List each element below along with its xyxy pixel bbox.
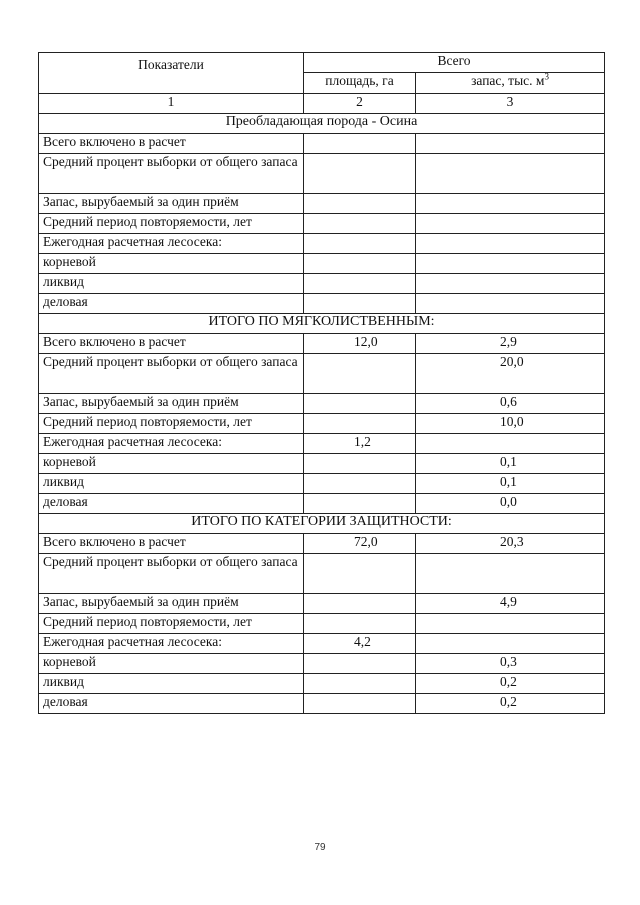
row-area: 72,0 [304, 534, 416, 554]
row-stock [416, 154, 605, 194]
table-row [39, 214, 605, 234]
row-label: ликвид [39, 474, 304, 494]
row-label: Средний процент выборки от общего запаса [39, 154, 304, 194]
row-stock: 20,0 [416, 354, 605, 394]
col-number-1: 1 [39, 94, 304, 114]
table-row [39, 614, 605, 634]
row-area [304, 274, 416, 294]
table-row [39, 434, 605, 454]
row-label: Средний период повторяемости, лет [39, 414, 304, 434]
row-stock: 0,1 [416, 474, 605, 494]
row-stock: 0,0 [416, 494, 605, 514]
row-stock: 10,0 [416, 414, 605, 434]
row-area [304, 354, 416, 394]
row-stock: 0,2 [416, 694, 605, 714]
col-header-indicators: Показатели [39, 53, 304, 94]
row-stock: 0,3 [416, 654, 605, 674]
table-row [39, 254, 605, 274]
table-row [39, 534, 605, 554]
row-label: Всего включено в расчет [39, 334, 304, 354]
table-row [39, 334, 605, 354]
row-area [304, 254, 416, 274]
row-stock [416, 434, 605, 454]
row-area [304, 414, 416, 434]
row-area [304, 394, 416, 414]
row-stock: 2,9 [416, 334, 605, 354]
row-stock [416, 214, 605, 234]
row-area [304, 654, 416, 674]
row-stock [416, 614, 605, 634]
row-label: Средний процент выборки от общего запаса [39, 354, 304, 394]
section-title: Преобладающая порода - Осина [39, 114, 605, 134]
row-stock [416, 134, 605, 154]
page-number: 79 [314, 842, 326, 853]
row-area: 1,2 [304, 434, 416, 454]
row-label: деловая [39, 494, 304, 514]
row-area [304, 554, 416, 594]
row-area [304, 474, 416, 494]
section-title-row [39, 514, 605, 534]
header-row-1 [39, 53, 605, 73]
col-header-stock-sup: 3 [544, 72, 549, 82]
section-title: ИТОГО ПО МЯГКОЛИСТВЕННЫМ: [39, 314, 605, 334]
row-area [304, 494, 416, 514]
table-row [39, 234, 605, 254]
row-area [304, 694, 416, 714]
table-row [39, 594, 605, 614]
row-label: Ежегодная расчетная лесосека: [39, 434, 304, 454]
row-stock: 4,9 [416, 594, 605, 614]
section-title: ИТОГО ПО КАТЕГОРИИ ЗАЩИТНОСТИ: [39, 514, 605, 534]
row-area: 4,2 [304, 634, 416, 654]
col-number-2: 2 [304, 94, 416, 114]
row-stock: 20,3 [416, 534, 605, 554]
table-row [39, 394, 605, 414]
table-row [39, 654, 605, 674]
table-row [39, 554, 605, 594]
table-row [39, 414, 605, 434]
row-stock: 0,1 [416, 454, 605, 474]
table-row [39, 674, 605, 694]
row-stock [416, 634, 605, 654]
table-row [39, 194, 605, 214]
row-area [304, 134, 416, 154]
table-row [39, 294, 605, 314]
row-area [304, 454, 416, 474]
row-label: Средний период повторяемости, лет [39, 614, 304, 634]
row-stock [416, 274, 605, 294]
section-title-row [39, 314, 605, 334]
row-label: Всего включено в расчет [39, 134, 304, 154]
row-label: Запас, вырубаемый за один приём [39, 594, 304, 614]
row-stock [416, 194, 605, 214]
row-label: корневой [39, 654, 304, 674]
row-label: ликвид [39, 274, 304, 294]
col-header-total: Всего [304, 53, 605, 73]
row-label: Запас, вырубаемый за один приём [39, 394, 304, 414]
table-row [39, 134, 605, 154]
forest-harvest-table [38, 52, 605, 714]
table-row [39, 494, 605, 514]
column-number-row [39, 94, 605, 114]
row-area: 12,0 [304, 334, 416, 354]
row-stock [416, 234, 605, 254]
row-label: деловая [39, 294, 304, 314]
col-header-stock-text: запас, тыс. м [471, 73, 545, 88]
row-label: Средний процент выборки от общего запаса [39, 554, 304, 594]
row-stock: 0,6 [416, 394, 605, 414]
col-header-area: площадь, га [304, 73, 416, 94]
row-stock: 0,2 [416, 674, 605, 694]
section-title-row [39, 114, 605, 134]
row-stock [416, 254, 605, 274]
col-number-3: 3 [416, 94, 605, 114]
row-area [304, 194, 416, 214]
row-label: Всего включено в расчет [39, 534, 304, 554]
row-stock [416, 294, 605, 314]
row-area [304, 214, 416, 234]
row-label: Ежегодная расчетная лесосека: [39, 634, 304, 654]
row-area [304, 614, 416, 634]
table-row [39, 694, 605, 714]
table-row [39, 634, 605, 654]
row-area [304, 234, 416, 254]
table-row [39, 274, 605, 294]
row-label: ликвид [39, 674, 304, 694]
table-row [39, 454, 605, 474]
row-label: деловая [39, 694, 304, 714]
row-area [304, 594, 416, 614]
row-label: Средний период повторяемости, лет [39, 214, 304, 234]
row-label: Запас, вырубаемый за один приём [39, 194, 304, 214]
row-label: корневой [39, 454, 304, 474]
row-area [304, 154, 416, 194]
row-label: Ежегодная расчетная лесосека: [39, 234, 304, 254]
table-row [39, 154, 605, 194]
row-stock [416, 554, 605, 594]
row-label: корневой [39, 254, 304, 274]
row-area [304, 294, 416, 314]
col-header-stock [416, 73, 605, 94]
table-row [39, 354, 605, 394]
table-row [39, 474, 605, 494]
row-area [304, 674, 416, 694]
